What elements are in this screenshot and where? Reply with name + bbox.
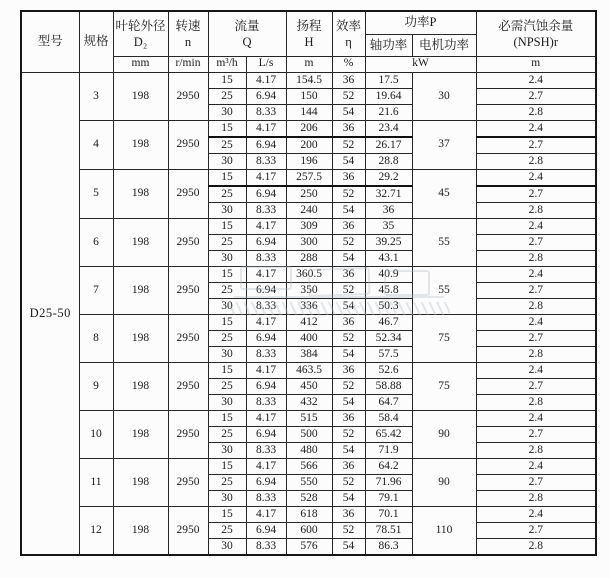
- efficiency-label: 效率: [336, 18, 362, 33]
- cell-flow-ls: 6.94: [246, 522, 286, 538]
- cell-npsh: 2.4: [476, 266, 596, 282]
- cell-shaft-power: 35: [365, 218, 412, 234]
- table-row: [21, 72, 596, 88]
- pump-spec-table-wrap: [20, 10, 597, 556]
- col-header-model: 型号: [21, 11, 79, 72]
- cell-motor-power: 90: [412, 410, 476, 458]
- cell-flow-m3h: 25: [208, 186, 246, 203]
- cell-efficiency: 54: [332, 250, 365, 266]
- cell-shaft-power: 19.64: [365, 88, 412, 104]
- cell-flow-m3h: 25: [208, 330, 246, 346]
- cell-flow-ls: 8.33: [246, 538, 286, 555]
- cell-flow-m3h: 15: [208, 72, 246, 88]
- cell-flow-m3h: 30: [208, 104, 246, 120]
- cell-speed: 2950: [168, 266, 208, 314]
- cell-head: 412: [286, 314, 332, 330]
- cell-shaft-power: 58.4: [365, 410, 412, 426]
- cell-efficiency: 54: [332, 346, 365, 362]
- cell-npsh: 2.4: [476, 506, 596, 522]
- cell-shaft-power: 78.51: [365, 522, 412, 538]
- cell-efficiency: 36: [332, 218, 365, 234]
- cell-flow-m3h: 25: [208, 474, 246, 490]
- cell-shaft-power: 58.88: [365, 378, 412, 394]
- unit-flow-m3h: m³/h: [208, 56, 246, 72]
- pump-spec-table: [20, 10, 597, 556]
- head-symbol: H: [304, 34, 314, 49]
- cell-flow-ls: 4.17: [246, 506, 286, 522]
- unit-speed: r/min: [168, 56, 208, 72]
- impeller-symbol: D₂: [133, 34, 148, 49]
- cell-head: 150: [286, 88, 332, 104]
- cell-shaft-power: 52.6: [365, 362, 412, 378]
- cell-npsh: 2.7: [476, 137, 596, 154]
- cell-shaft-power: 29.2: [365, 169, 412, 186]
- cell-flow-ls: 6.94: [246, 474, 286, 490]
- cell-efficiency: 54: [332, 104, 365, 120]
- cell-spec: 5: [79, 169, 113, 218]
- cell-head: 206: [286, 120, 332, 137]
- unit-efficiency: %: [332, 56, 365, 72]
- cell-flow-ls: 6.94: [246, 426, 286, 442]
- cell-flow-m3h: 30: [208, 394, 246, 410]
- cell-flow-m3h: 30: [208, 153, 246, 169]
- cell-npsh: 2.4: [476, 72, 596, 88]
- cell-spec: 8: [79, 314, 113, 362]
- cell-shaft-power: 39.25: [365, 234, 412, 250]
- cell-npsh: 2.7: [476, 282, 596, 298]
- cell-flow-m3h: 30: [208, 346, 246, 362]
- cell-flow-ls: 6.94: [246, 378, 286, 394]
- cell-flow-m3h: 25: [208, 426, 246, 442]
- cell-shaft-power: 26.17: [365, 137, 412, 154]
- cell-efficiency: 36: [332, 458, 365, 474]
- col-header-efficiency: [332, 11, 365, 56]
- col-header-head: [286, 11, 332, 56]
- table-row: [21, 120, 596, 137]
- cell-speed: 2950: [168, 218, 208, 266]
- cell-npsh: 2.4: [476, 458, 596, 474]
- cell-motor-power: 55: [412, 266, 476, 314]
- col-header-power: 功率P: [365, 11, 476, 34]
- cell-flow-m3h: 25: [208, 88, 246, 104]
- cell-npsh: 2.4: [476, 362, 596, 378]
- cell-efficiency: 52: [332, 474, 365, 490]
- cell-efficiency: 54: [332, 538, 365, 555]
- cell-flow-ls: 4.17: [246, 266, 286, 282]
- npsh-label: 必需汽蚀余量: [498, 18, 574, 33]
- cell-shaft-power: 17.5: [365, 72, 412, 88]
- cell-flow-ls: 8.33: [246, 202, 286, 218]
- cell-efficiency: 54: [332, 490, 365, 506]
- cell-npsh: 2.4: [476, 120, 596, 137]
- cell-flow-ls: 8.33: [246, 394, 286, 410]
- cell-speed: 2950: [168, 314, 208, 362]
- cell-efficiency: 54: [332, 153, 365, 169]
- flow-symbol: Q: [242, 34, 252, 49]
- cell-shaft-power: 40.9: [365, 266, 412, 282]
- cell-npsh: 2.8: [476, 298, 596, 314]
- cell-shaft-power: 86.3: [365, 538, 412, 555]
- cell-efficiency: 52: [332, 137, 365, 154]
- cell-head: 154.5: [286, 72, 332, 88]
- cell-flow-ls: 6.94: [246, 186, 286, 203]
- cell-head: 250: [286, 186, 332, 203]
- cell-npsh: 2.4: [476, 410, 596, 426]
- cell-flow-ls: 8.33: [246, 346, 286, 362]
- cell-efficiency: 54: [332, 202, 365, 218]
- cell-efficiency: 36: [332, 72, 365, 88]
- cell-head: 196: [286, 153, 332, 169]
- cell-head: 576: [286, 538, 332, 555]
- cell-shaft-power: 21.6: [365, 104, 412, 120]
- col-header-shaft-power: 轴功率: [365, 34, 412, 56]
- cell-head: 528: [286, 490, 332, 506]
- cell-head: 288: [286, 250, 332, 266]
- cell-shaft-power: 36: [365, 202, 412, 218]
- cell-head: 336: [286, 298, 332, 314]
- cell-flow-m3h: 25: [208, 282, 246, 298]
- cell-head: 450: [286, 378, 332, 394]
- cell-shaft-power: 71.96: [365, 474, 412, 490]
- cell-npsh: 2.8: [476, 153, 596, 169]
- cell-flow-m3h: 15: [208, 218, 246, 234]
- cell-efficiency: 52: [332, 378, 365, 394]
- col-header-speed: [168, 11, 208, 56]
- cell-head: 200: [286, 137, 332, 154]
- col-header-impeller-diameter: [113, 11, 168, 56]
- cell-head: 240: [286, 202, 332, 218]
- cell-efficiency: 54: [332, 394, 365, 410]
- cell-impeller-diameter: 198: [113, 72, 168, 120]
- cell-npsh: 2.8: [476, 394, 596, 410]
- cell-efficiency: 52: [332, 522, 365, 538]
- cell-motor-power: 110: [412, 506, 476, 555]
- npsh-symbol: (NPSH)r: [513, 34, 558, 49]
- cell-flow-m3h: 30: [208, 202, 246, 218]
- impeller-label: 叶轮外径: [115, 18, 166, 33]
- cell-speed: 2950: [168, 458, 208, 506]
- cell-flow-ls: 6.94: [246, 330, 286, 346]
- cell-shaft-power: 46.7: [365, 314, 412, 330]
- cell-flow-ls: 8.33: [246, 153, 286, 169]
- cell-speed: 2950: [168, 169, 208, 218]
- cell-shaft-power: 64.7: [365, 394, 412, 410]
- cell-efficiency: 54: [332, 442, 365, 458]
- cell-speed: 2950: [168, 120, 208, 169]
- cell-flow-m3h: 25: [208, 522, 246, 538]
- cell-flow-ls: 4.17: [246, 314, 286, 330]
- cell-head: 309: [286, 218, 332, 234]
- cell-efficiency: 54: [332, 298, 365, 314]
- cell-head: 480: [286, 442, 332, 458]
- cell-shaft-power: 52.34: [365, 330, 412, 346]
- table-row: [21, 458, 596, 474]
- cell-head: 300: [286, 234, 332, 250]
- cell-flow-ls: 4.17: [246, 458, 286, 474]
- table-row: [21, 266, 596, 282]
- cell-impeller-diameter: 198: [113, 362, 168, 410]
- col-header-spec: 规格: [79, 11, 113, 72]
- cell-flow-ls: 8.33: [246, 490, 286, 506]
- cell-head: 550: [286, 474, 332, 490]
- cell-spec: 9: [79, 362, 113, 410]
- cell-efficiency: 36: [332, 506, 365, 522]
- cell-motor-power: 37: [412, 120, 476, 169]
- cell-shaft-power: 79.1: [365, 490, 412, 506]
- cell-impeller-diameter: 198: [113, 120, 168, 169]
- cell-head: 360.5: [286, 266, 332, 282]
- cell-npsh: 2.8: [476, 442, 596, 458]
- table-row: [21, 314, 596, 330]
- cell-impeller-diameter: 198: [113, 266, 168, 314]
- cell-spec: 12: [79, 506, 113, 555]
- cell-impeller-diameter: 198: [113, 218, 168, 266]
- cell-motor-power: 45: [412, 169, 476, 218]
- cell-npsh: 2.7: [476, 330, 596, 346]
- cell-flow-ls: 4.17: [246, 120, 286, 137]
- cell-spec: 6: [79, 218, 113, 266]
- cell-flow-m3h: 30: [208, 442, 246, 458]
- unit-flow-ls: L/s: [246, 56, 286, 72]
- cell-shaft-power: 32.71: [365, 186, 412, 203]
- cell-efficiency: 52: [332, 234, 365, 250]
- efficiency-symbol: η: [345, 34, 352, 49]
- cell-motor-power: 30: [412, 72, 476, 120]
- table-row: [21, 410, 596, 426]
- cell-spec: 11: [79, 458, 113, 506]
- cell-spec: 10: [79, 410, 113, 458]
- col-header-flow: [208, 11, 286, 56]
- cell-spec: 7: [79, 266, 113, 314]
- cell-flow-m3h: 15: [208, 266, 246, 282]
- unit-impeller: mm: [113, 56, 168, 72]
- cell-model: D25-50: [21, 72, 79, 555]
- cell-npsh: 2.7: [476, 88, 596, 104]
- table-row: [21, 362, 596, 378]
- cell-npsh: 2.7: [476, 474, 596, 490]
- cell-motor-power: 75: [412, 362, 476, 410]
- cell-shaft-power: 57.5: [365, 346, 412, 362]
- cell-head: 566: [286, 458, 332, 474]
- cell-efficiency: 36: [332, 362, 365, 378]
- cell-flow-m3h: 30: [208, 250, 246, 266]
- cell-efficiency: 52: [332, 186, 365, 203]
- cell-shaft-power: 50.3: [365, 298, 412, 314]
- cell-impeller-diameter: 198: [113, 314, 168, 362]
- cell-flow-ls: 8.33: [246, 442, 286, 458]
- cell-flow-ls: 6.94: [246, 88, 286, 104]
- cell-head: 350: [286, 282, 332, 298]
- cell-shaft-power: 45.8: [365, 282, 412, 298]
- cell-head: 500: [286, 426, 332, 442]
- unit-head: m: [286, 56, 332, 72]
- cell-shaft-power: 65.42: [365, 426, 412, 442]
- col-header-npsh: [476, 11, 596, 56]
- cell-head: 384: [286, 346, 332, 362]
- cell-efficiency: 36: [332, 169, 365, 186]
- cell-efficiency: 36: [332, 410, 365, 426]
- cell-npsh: 2.8: [476, 250, 596, 266]
- cell-head: 144: [286, 104, 332, 120]
- cell-shaft-power: 23.4: [365, 120, 412, 137]
- table-body: [21, 72, 596, 555]
- cell-efficiency: 52: [332, 426, 365, 442]
- cell-npsh: 2.4: [476, 314, 596, 330]
- cell-speed: 2950: [168, 72, 208, 120]
- cell-npsh: 2.7: [476, 426, 596, 442]
- cell-flow-ls: 4.17: [246, 72, 286, 88]
- cell-shaft-power: 43.1: [365, 250, 412, 266]
- cell-flow-ls: 8.33: [246, 104, 286, 120]
- cell-flow-ls: 4.17: [246, 218, 286, 234]
- cell-impeller-diameter: 198: [113, 458, 168, 506]
- cell-flow-m3h: 15: [208, 506, 246, 522]
- cell-npsh: 2.7: [476, 234, 596, 250]
- cell-flow-m3h: 15: [208, 314, 246, 330]
- cell-flow-m3h: 15: [208, 458, 246, 474]
- cell-spec: 4: [79, 120, 113, 169]
- cell-flow-ls: 6.94: [246, 234, 286, 250]
- cell-flow-m3h: 25: [208, 378, 246, 394]
- unit-power: kW: [365, 56, 476, 72]
- cell-npsh: 2.8: [476, 202, 596, 218]
- cell-flow-m3h: 15: [208, 120, 246, 137]
- cell-shaft-power: 71.9: [365, 442, 412, 458]
- cell-head: 257.5: [286, 169, 332, 186]
- cell-efficiency: 52: [332, 282, 365, 298]
- cell-speed: 2950: [168, 362, 208, 410]
- cell-flow-m3h: 15: [208, 362, 246, 378]
- cell-head: 400: [286, 330, 332, 346]
- cell-shaft-power: 64.2: [365, 458, 412, 474]
- cell-flow-ls: 6.94: [246, 282, 286, 298]
- flow-label: 流量: [234, 18, 260, 33]
- cell-flow-ls: 4.17: [246, 362, 286, 378]
- cell-impeller-diameter: 198: [113, 410, 168, 458]
- cell-head: 463.5: [286, 362, 332, 378]
- head-label: 扬程: [296, 18, 322, 33]
- cell-head: 600: [286, 522, 332, 538]
- cell-npsh: 2.8: [476, 104, 596, 120]
- col-header-motor-power: 电机功率: [412, 34, 476, 56]
- cell-flow-m3h: 15: [208, 169, 246, 186]
- cell-npsh: 2.8: [476, 346, 596, 362]
- cell-motor-power: 55: [412, 218, 476, 266]
- speed-symbol: n: [184, 34, 192, 49]
- cell-flow-m3h: 25: [208, 137, 246, 154]
- cell-motor-power: 75: [412, 314, 476, 362]
- cell-npsh: 2.7: [476, 378, 596, 394]
- cell-flow-ls: 8.33: [246, 250, 286, 266]
- cell-flow-m3h: 30: [208, 298, 246, 314]
- cell-flow-m3h: 15: [208, 410, 246, 426]
- cell-npsh: 2.8: [476, 490, 596, 506]
- cell-head: 618: [286, 506, 332, 522]
- table-header: [21, 11, 596, 72]
- cell-flow-ls: 4.17: [246, 410, 286, 426]
- header-row-1: [21, 11, 596, 34]
- cell-npsh: 2.8: [476, 538, 596, 555]
- cell-motor-power: 90: [412, 458, 476, 506]
- unit-npsh: m: [476, 56, 596, 72]
- cell-shaft-power: 70.1: [365, 506, 412, 522]
- cell-speed: 2950: [168, 410, 208, 458]
- cell-flow-ls: 4.17: [246, 169, 286, 186]
- cell-flow-m3h: 30: [208, 490, 246, 506]
- cell-efficiency: 36: [332, 120, 365, 137]
- cell-shaft-power: 28.8: [365, 153, 412, 169]
- cell-npsh: 2.7: [476, 522, 596, 538]
- cell-flow-m3h: 30: [208, 538, 246, 555]
- speed-label: 转速: [175, 18, 201, 33]
- cell-flow-ls: 8.33: [246, 298, 286, 314]
- cell-efficiency: 52: [332, 330, 365, 346]
- cell-npsh: 2.7: [476, 186, 596, 203]
- cell-efficiency: 36: [332, 314, 365, 330]
- cell-head: 432: [286, 394, 332, 410]
- cell-efficiency: 36: [332, 266, 365, 282]
- cell-npsh: 2.4: [476, 169, 596, 186]
- cell-speed: 2950: [168, 506, 208, 555]
- table-row: [21, 218, 596, 234]
- table-row: [21, 169, 596, 186]
- cell-npsh: 2.4: [476, 218, 596, 234]
- cell-efficiency: 52: [332, 88, 365, 104]
- cell-impeller-diameter: 198: [113, 506, 168, 555]
- table-row: [21, 506, 596, 522]
- cell-flow-ls: 6.94: [246, 137, 286, 154]
- cell-spec: 3: [79, 72, 113, 120]
- cell-impeller-diameter: 198: [113, 169, 168, 218]
- cell-head: 515: [286, 410, 332, 426]
- cell-flow-m3h: 25: [208, 234, 246, 250]
